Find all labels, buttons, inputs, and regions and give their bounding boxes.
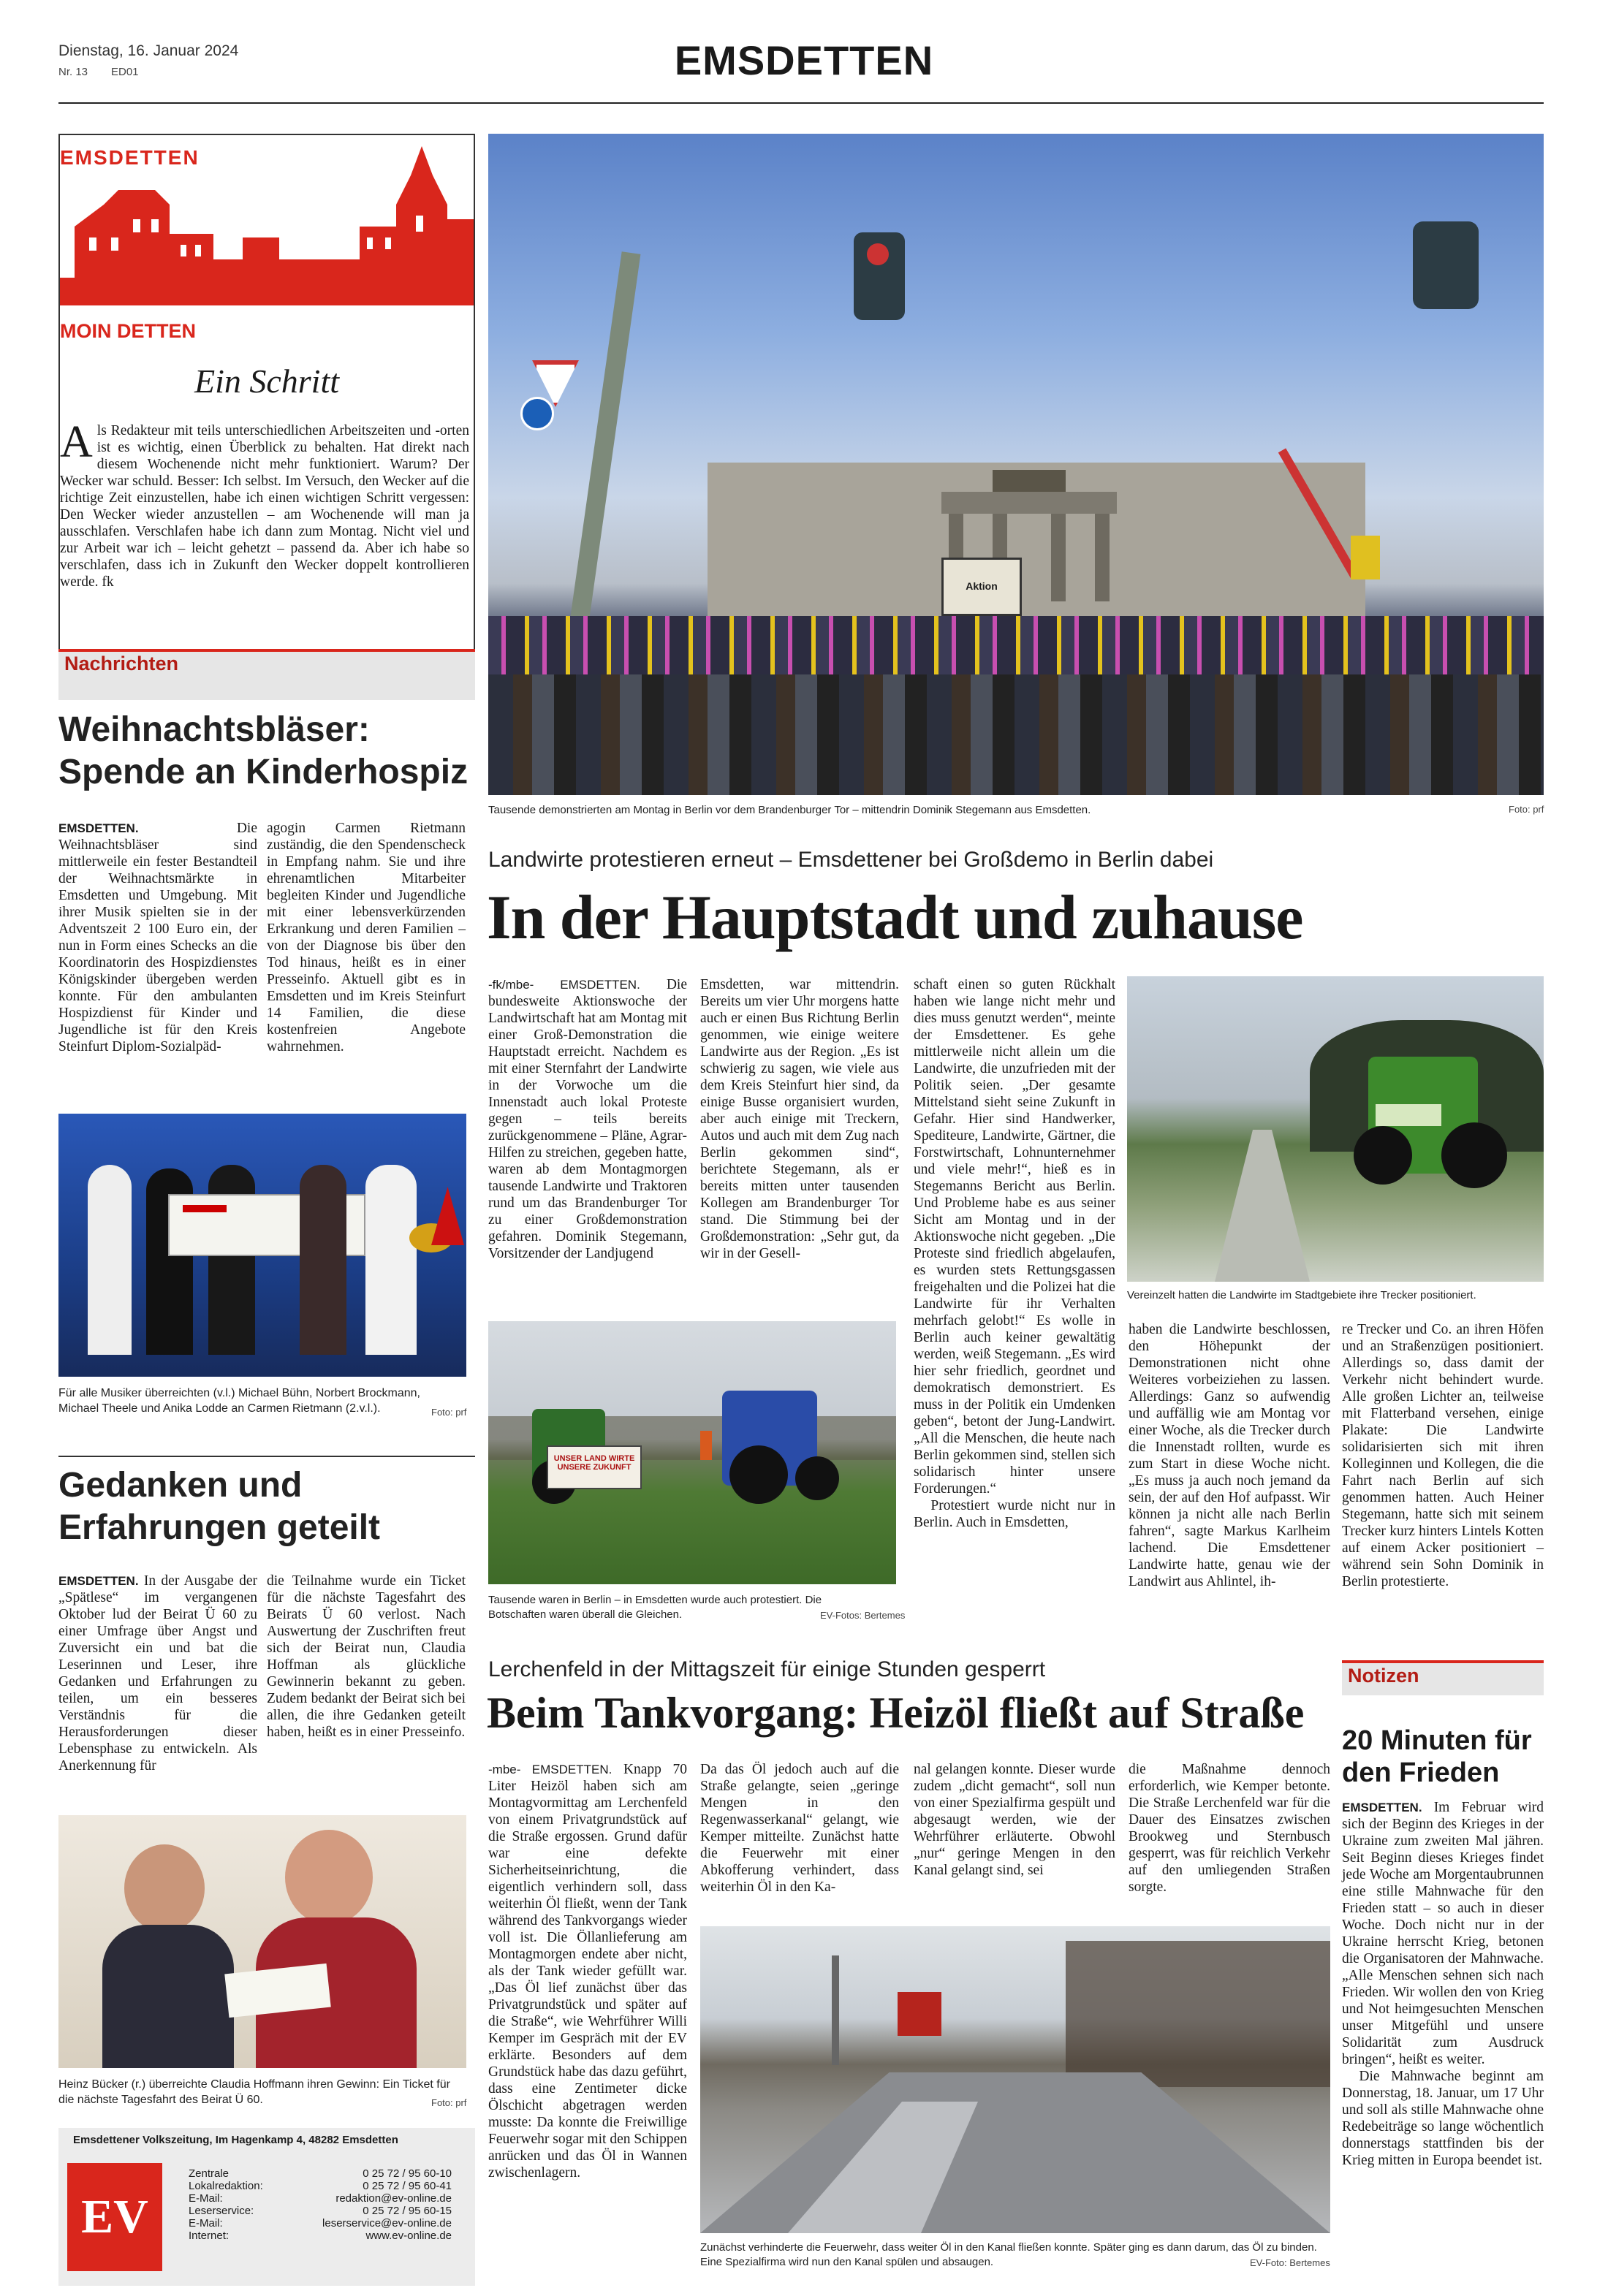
photo-weihnachtsblaeser-caption: Für alle Musiker überreichten (v.l.) Michael Bühn, Norbert Brockmann, Michael Theele und Anika Lodde an Carmen Rietmann (2.v.l.). [58, 1387, 420, 1415]
contact-row: Internet: www.ev-online.de [189, 2230, 452, 2242]
photo-tractor-road-caption: Vereinzelt hatten die Landwirte im Stadtgebiete ihre Trecker positioniert. [1127, 1289, 1476, 1301]
website-link[interactable]: www.ev-online.de [365, 2230, 452, 2242]
photo-tractors-field [488, 1321, 896, 1584]
oil-headline: Beim Tankvorgang: Heizöl fließt auf Straße [487, 1689, 1305, 1737]
contact-header: Emsdettener Volkszeitung, Im Hagenkamp 4, 48282 Emsdetten [73, 2134, 398, 2146]
article-gedanken-headline: Gedanken und Erfahrungen geteilt [58, 1466, 381, 1547]
issue-date: Dienstag, 16. Januar 2024 [58, 42, 239, 59]
notizen-text: EMSDETTEN. Im Februar wird sich der Beginn des Krieges in der Ukraine zum zweiten Mal jähren. Seit Beginn dieses Krieges findet jede Woche am Morgentaubrunnen eine stille Mahnwache für den Frieden statt – so auch in dieser Woche. Doch nicht nur in der Ukraine herrscht Krieg, betonen die Organisatoren der Mahnwache. „Alle Menschen sehnen sich nach Frieden. Wir wollen den von Krieg und Not heimgesuchten Menschen unser Mitgefühl und unsere Solidarität zum Ausdruck bringen“, heißt es weiter. Die Mahnwache beginnt am Donnerstag, 18. Januar, um 17 Uhr und soll als stille Mahnwache ohne Redebeiträge so lange wöchentlich donnerstags stattfinden bis der Krieg mitten in Europa beendet ist. [1342, 1800, 1544, 2168]
photo-credit: EV-Fotos: Bertemes [820, 1610, 906, 1621]
moin-author: fk [102, 574, 114, 590]
photo-gedanken [58, 1815, 466, 2068]
email-link[interactable]: redaktion@ev-online.de [335, 2192, 452, 2205]
divider [58, 1456, 475, 1457]
emsdetten-skyline-logo [60, 146, 474, 305]
article-weihnachtsblaeser-headline: Weihnachtsbläser: Spende an Kinderhospiz [58, 710, 469, 791]
dateline: EMSDETTEN. [58, 821, 139, 835]
contact-row: Leserservice: 0 25 72 / 95 60-15 [189, 2205, 452, 2217]
photo-tractors-field-caption: Tausende waren in Berlin – in Emsdetten wurde auch protestiert. Die Botschaften waren überall die Gleichen. [488, 1594, 822, 1621]
ev-logo: EV [67, 2163, 162, 2271]
main-col1: -fk/mbe- EMSDETTEN. Die bundesweite Aktionswoche der Landwirtschaft hat am Montag mit einer Groß-Demonstration die Hauptstadt erreicht. Nachdem es mit einer Sternfahrt der Landwirte in der Vorwoche um die Innenstadt auch lokal Proteste gegen – teils bereits zurückgenommene – Pläne, Agrar-Hilfen zu streichen, gegeben hatte, waren ab dem Montagmorgen tausende Landwirte und Traktoren rund um das Brandenburger Tor zu einer Großdemonstration gefahren. Dominik Stegemann, Vorsitzender der Landjugend [488, 977, 687, 1261]
contact-list [189, 2167, 452, 2242]
hero-credit: Foto: prf [1509, 804, 1544, 815]
oil-col3: nal gelangen konnte. Dieser wurde zudem „dicht gemacht“, soll nun von einer Spezialfirma gespült und abgesaugt werden, wie der Wehrführer erläuterte. Obwohl „nur“ geringe Mengen in den Kanal gelangt sind, sei [914, 1762, 1115, 1878]
oil-col1: -mbe- EMSDETTEN. Knapp 70 Liter Heizöl haben sich am Montagvormittag am Lerchenfeld von einem Privatgrundstück auf die Straße ergossen. Grund dafür war eine defekte Sicherheitseinrichtung, die eigentlich verhindern soll, dass weiterhin Öl fließt, wenn der Tank während des Tankvorgangs wieder voll ist. Die Öllanlieferung am Montagmorgen endete aber nicht, als der Tank wieder gefüllt war. „Das Öl lief zunächst über das Privatgrundstück und später auf die Straße“, wie Wehrführer Willi Kemper im Gespräch mit der EV erklärte. Besonders auf dem Grundstück habe das dazu geführt, dass eine Zentimeter dicke Ölschicht abgetragen werden musste: Da konnte die Freiwillige Feuerwehr sogar mit den Schippen anrücken und das Öl in Wannen zwischenlagern. [488, 1762, 687, 2181]
main-col4: haben die Landwirte beschlossen, den Höhepunkt der Demonstrationen nicht ohne Weiteres vorbeiziehen zu lassen. Allerdings: Ganz so aufwendig und auffällig wie am Montag vor einer Woche, als die Trecker durch die Innenstadt rollten, wurde es zum Start in diese Woche nicht. „Es muss ja auch noch jemand da sein, der auf den Hof aufpasst. Wir können ja nicht alle nach Berlin fahren“, sagte Markus Karlheim lachend. Die Emsdettener Landwirte hatte, genau wie der Landwirt aus Ahlintel, ih- [1129, 1322, 1330, 1589]
main-col3-continued: Protestiert wurde nicht nur in Berlin. Auch in Emsdetten, [914, 1498, 1115, 1530]
article-gedanken-col2: die Teilnahme wurde ein Ticket für die nächste Tagesfahrt des Beirats Ü 60 verlost. Nach Auswertung der Zuschriften freut sich der Beirat nun, Claudia Hoffman als glückliche Gewinnerin bekannt zu geben. Zudem bedankt der Beirat sich bei allen, die ihre Gedanken geteilt haben, heißt es in einer Presseinfo. [267, 1573, 466, 1740]
main-headline: In der Hauptstadt und zuhause [487, 882, 1303, 952]
photo-oil-street [700, 1926, 1330, 2233]
main-kicker: Landwirte protestieren erneut – Emsdettener bei Großdemo in Berlin dabei [488, 848, 1214, 872]
main-col5: re Trecker und Co. an ihren Höfen und an Straßenzügen positioniert. Allerdings so, dass damit der Verkehr nicht behindert wurde. Alle großen Lichter an, teilweise mit Flatterband versehen, einige Plakate: Die Landwirte solidarisierten sich mit ihren Kolleginnen und Kollegen, die die Fahrt nach Berlin auf sich genommen hatten. Auch Heiner Stegemann, hatte sich mit seinem Trecker kurz hinters Lintels Kotten auf einem Acker positioniert – während sein Sohn Dominik in Berlin protestierte. [1342, 1322, 1544, 1589]
dateline: EMSDETTEN. [58, 1574, 139, 1588]
contact-row: Zentrale 0 25 72 / 95 60-10 [189, 2167, 452, 2180]
moin-title: MOIN DETTEN [60, 320, 196, 342]
photo-gedanken-caption: Heinz Bücker (r.) überreichte Claudia Hoffmann ihren Gewinn: Ein Ticket für die nächste Tagesfahrt des Beirat Ü 60. [58, 2078, 450, 2106]
hero-photo-berlin [488, 134, 1544, 795]
main-col2: Emsdetten, war mittendrin. Bereits um vier Uhr morgens hatte auch er einen Bus Richtung Berlin genommen, wie einige weitere Landwirte aus der Region. „Es ist schwierig zu sagen, wie viele aus dem Kreis Steinfurt hier sind, da einige Busse organisiert wurden, aber auch einige mit Treckern, Autos und auch mit dem Zug nach Berlin gekommen sind“, berichtete Stegemann, als er bereits mitten unter tausenden Kollegen am Brandenburger Tor stand. Die Stimmung bei der Großdemonstration: „Sehr gut, da wir in der Gesell- [700, 977, 899, 1261]
oil-col2: Da das Öl jedoch auch auf die Straße gelangte, seien „geringe Mengen in den Regenwasserkanal“ gelangt, wie Kemper mitteilte. Zunächst hatte die Feuerwehr mit einer Abkofferung verhindert, dass weiterhin Öl in den Ka- [700, 1762, 899, 1895]
masthead-rule [58, 102, 1544, 104]
article-weihnachtsblaeser-col2: agogin Carmen Rietmann zuständig, die den Spendenscheck in Empfang nahm. Sie und ihre ehrenamtlichen Mitarbeiter begleiten Kinder und Jugendliche mit einer lebensverkürzenden Erkrankung und deren Familien – von der Diagnose bis über den Tod hinaus, heißt es in einer Presseinfo. Aktuell gibt es in Emsdetten und im Kreis Steinfurt 14 Familien, die diese kostenfreien Angebote wahrnehmen. [267, 821, 466, 1054]
dateline: -mbe- EMSDETTEN. [488, 1763, 613, 1776]
moin-headline: Ein Schritt [194, 362, 340, 400]
moin-column [60, 417, 469, 590]
contact-row: E-Mail: leserservice@ev-online.de [189, 2217, 452, 2230]
email-link[interactable]: leserservice@ev-online.de [322, 2217, 452, 2230]
nachrichten-label: Nachrichten [64, 653, 179, 674]
edition-code: ED01 [111, 66, 139, 78]
sidebar-logo-title: EMSDETTEN [60, 146, 200, 169]
moin-dropcap: A [60, 417, 93, 467]
photo-oil-caption: Zunächst verhinderte die Feuerwehr, dass weiter Öl in den Kanal fließen konnte. Später ging es dann darum, das Öl zu binden. Eine Spezialfirma wird nun den Kanal spülen und absaugen. [700, 2241, 1317, 2268]
oil-col4: die Maßnahme dennoch erforderlich, wie Kemper betonte. Die Straße Lerchenfeld war für die Dauer des Einsatzes zwischen Brookweg und Sternbusch gesperrt, was für reichlich Verkehr auf den umliegenden Straßen sorgte. [1129, 1762, 1330, 1895]
contact-row: Lokalredaktion: 0 25 72 / 95 60-41 [189, 2180, 452, 2192]
main-col3: schaft einen so guten Rückhalt haben wie lange nicht mehr und dies muss genutzt werden“, meinte der Emsdettener. Es gehe mittlerweile nicht allein um die Landwirte, die unzufrieden mit der Politik seien. „Der gesamte Mittelstand sieht seine Zukunft in Gefahr. Hier sind Handwerker, Spediteure, Landwirte, Gärtner, die Forstwirtschaft, Lohnunternehmer und viele mehr!“, hieß es in Stegemanns Bericht aus Berlin. Und Probleme habe es aus seiner Sicht am Montag und in der Aktionswoche nicht gegeben. „Die Proteste sind friedlich abgelaufen, es wurden stets Rettungsgassen freigehalten und die Polizei hat die Landwirte für ihr Verhalten mehrfach gelobt!“ Es wolle in Berlin auch keiner gewaltätig werden, weiß Stegemann. „Es wird hier sehr friedlich, geordnet und demokratisch demonstriert. Es muss in der Politik ein Umdenken geben“, betont der Jung-Landwirt. „All die Menschen, die heute nach Berlin gekommen sind, stellen sich solidarisch hinter unsere Forderungen.“ [914, 977, 1115, 1497]
moin-text: ls Redakteur mit teils unterschiedlichen Arbeitszeiten und -orten ist es wichtig, einen Überblick zu behalten. Hat direkt nach diesem Wochenende nicht mehr funktioniert. Warum? Der Wecker war schuld. Besser: Ich selbst. Im Versuch, den Wecker auf die richtige Zeit einzustellen, habe ich einen wichtigen Schritt vergessen: Den Wecker wieder anzustellen – am Wochenende will man ja ausschlafen. Verschlafen habe ich dann zum Montag. Nicht viel und zur Arbeit war ich – leicht gehetzt – passend da. Aber ich habe so verschlafen, dass ich in Zukunft den Wecker doppelt kontrollieren werde. [60, 423, 469, 590]
photo-credit: EV-Foto: Bertemes [1250, 2257, 1330, 2268]
photo-tractor-road [1127, 976, 1544, 1282]
article-gedanken-col1: EMSDETTEN. In der Ausgabe der „Spätlese“ im vergangenen Oktober lud der Beirat Ü 60 zu einer Umfrage über Angst und Zuversicht ein und bat die Leserinnen und Leser, ihre Gedanken und Erfahrungen zu teilen, um ein besseres Verständnis für die Herausforderungen dieser Lebensphase zu entwickeln. Als Anerkennung für [58, 1573, 257, 1774]
notizen-label: Notizen [1348, 1665, 1419, 1687]
article-weihnachtsblaeser-col1: EMSDETTEN. Die Weihnachtsbläser sind mittlerweile ein fester Bestandteil der Weihnachtsmärkte in Emsdetten und Umgebung. Mit ihrer Musik spielten sie in der Adventszeit 2 100 Euro ein, der nun in Form eines Schecks an die Koordinatorin des Hospizdienstes Königskinder übergeben werden konnte. Für den ambulanten Hospizdienst für Kinder und Jugendliche ist für den Kreis Steinfurt Diplom-Sozialpäd- [58, 821, 257, 1054]
hero-caption: Tausende demonstrierten am Montag in Berlin vor dem Brandenburger Tor – mittendrin Dominik Stegemann aus Emsdetten. [488, 804, 1091, 816]
oil-kicker: Lerchenfeld in der Mittagszeit für einige Stunden gesperrt [488, 1657, 1046, 1681]
photo-weihnachtsblaeser [58, 1114, 466, 1377]
dateline: EMSDETTEN. [1342, 1801, 1422, 1814]
section-title: EMSDETTEN [674, 37, 934, 83]
photo-credit: Foto: prf [431, 1407, 467, 1418]
dateline: -fk/mbe- EMSDETTEN. [488, 978, 640, 992]
photo-credit: Foto: prf [431, 2097, 467, 2108]
notizen-headline: 20 Minuten für den Frieden [1342, 1725, 1532, 1788]
contact-row: E-Mail: redaktion@ev-online.de [189, 2192, 452, 2205]
demo-sign: Aktion [941, 558, 1022, 616]
protest-banner: UNSER LAND WIRTE UNSERE ZUKUNFT [547, 1445, 642, 1489]
issue-number: Nr. 13 [58, 66, 88, 78]
